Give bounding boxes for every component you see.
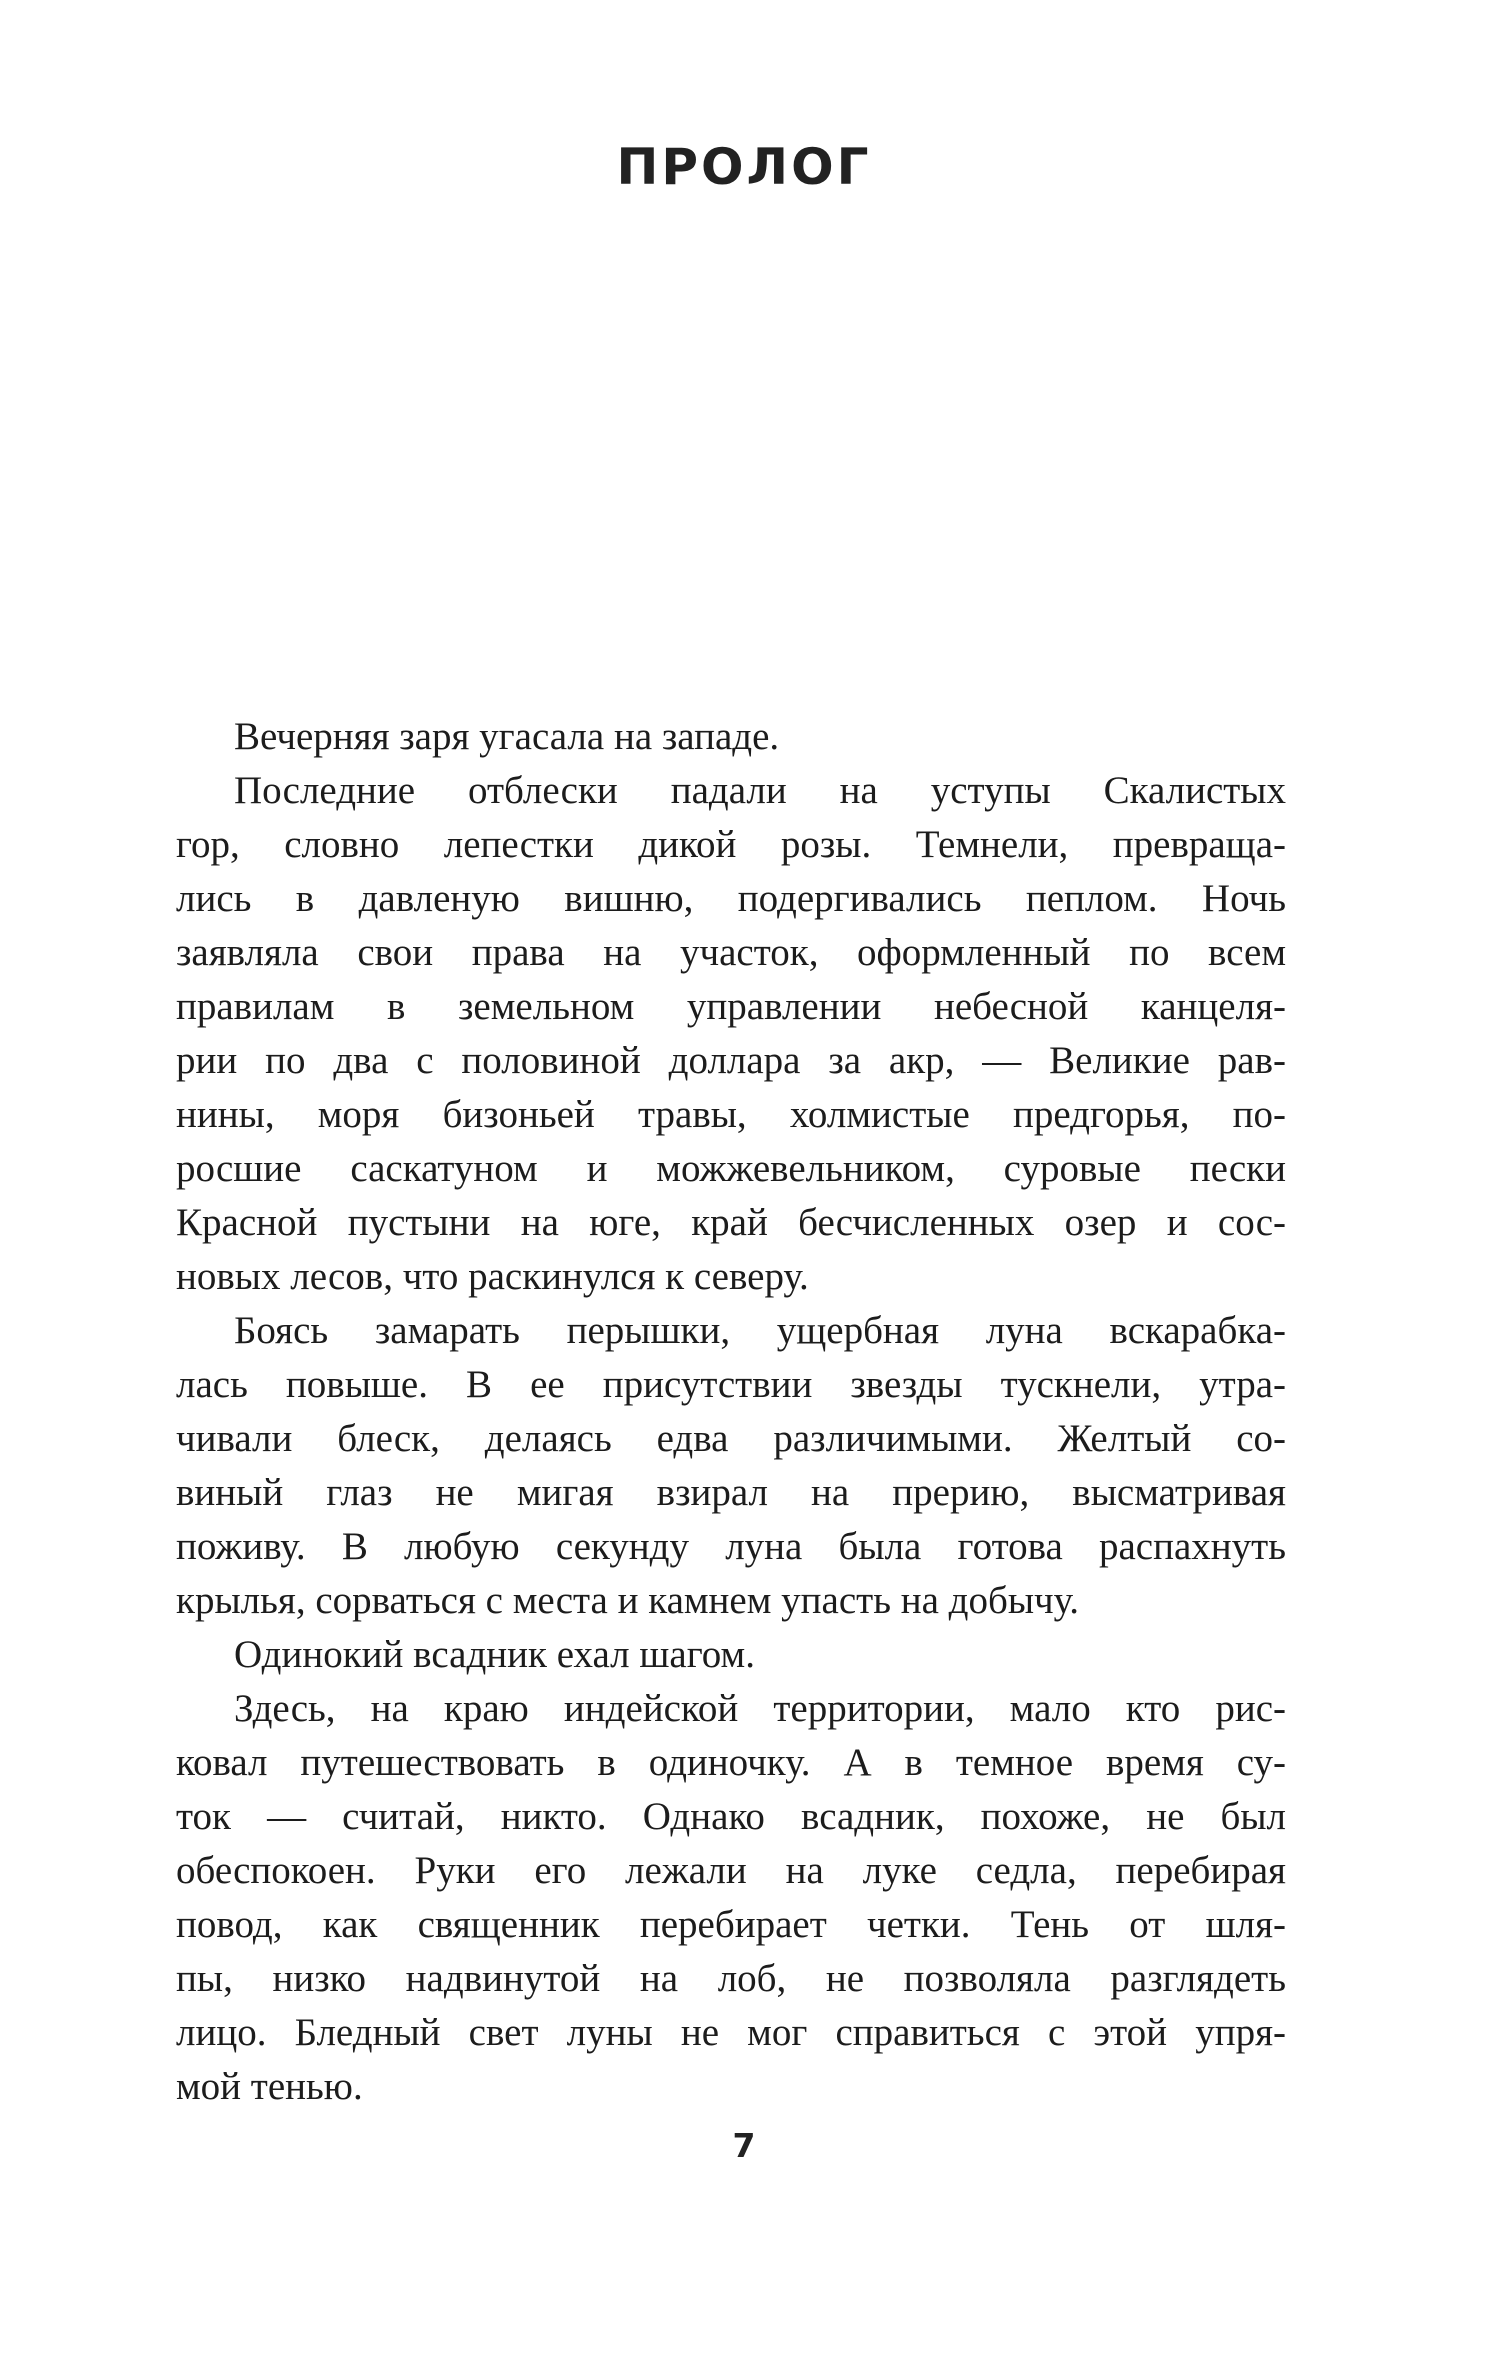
text-line: гор, словно лепестки дикой розы. Темнели, превраща- bbox=[176, 823, 1286, 866]
text-line: поживу. В любую секунду луна была готова распахнуть bbox=[176, 1525, 1286, 1568]
text-line: лась повыше. В ее присутствии звезды тускнели, утра- bbox=[176, 1363, 1286, 1406]
paragraph bbox=[176, 1628, 1286, 1682]
text-line: Одинокий всадник ехал шагом. bbox=[234, 1633, 755, 1676]
text-line: повод, как священник перебирает четки. Тень от шля- bbox=[176, 1903, 1286, 1946]
body-text bbox=[176, 710, 1286, 2114]
text-line: виный глаз не мигая взирал на прерию, высматривая bbox=[176, 1471, 1286, 1514]
text-line: Красной пустыни на юге, край бесчисленных озер и сос- bbox=[176, 1201, 1286, 1244]
text-line: пы, низко надвинутой на лоб, не позволяла разглядеть bbox=[176, 1957, 1286, 2000]
text-line: рии по два с половиной доллара за акр, — Великие рав- bbox=[176, 1039, 1286, 1082]
text-line: нины, моря бизоньей травы, холмистые предгорья, по- bbox=[176, 1093, 1286, 1136]
text-line: росшие саскатуном и можжевельником, суровые пески bbox=[176, 1147, 1286, 1190]
text-line: ковал путешествовать в одиночку. А в темное время су- bbox=[176, 1741, 1286, 1784]
text-line: чивали блеск, делаясь едва различимыми. Желтый со- bbox=[176, 1417, 1286, 1460]
text-line: правилам в земельном управлении небесной канцеля- bbox=[176, 985, 1286, 1028]
text-line: лись в давленую вишню, подергивались пеплом. Ночь bbox=[176, 877, 1286, 920]
paragraph bbox=[176, 1682, 1286, 2114]
chapter-title: ПРОЛОГ bbox=[616, 138, 872, 196]
text-line: обеспокоен. Руки его лежали на луке седла, перебирая bbox=[176, 1849, 1286, 1892]
text-line: Боясь замарать перышки, ущербная луна вскарабка- bbox=[234, 1309, 1286, 1352]
page-number: 7 bbox=[732, 2126, 756, 2165]
paragraph bbox=[176, 1304, 1286, 1628]
text-line: ток — считай, никто. Однако всадник, похоже, не был bbox=[176, 1795, 1286, 1838]
text-line: Здесь, на краю индейской территории, мало кто рис- bbox=[234, 1687, 1286, 1730]
text-line: лицо. Бледный свет луны не мог справиться с этой упря- bbox=[176, 2011, 1286, 2054]
text-line: заявляла свои права на участок, оформленный по всем bbox=[176, 931, 1286, 974]
paragraph bbox=[176, 710, 1286, 764]
text-line: мой тенью. bbox=[176, 2065, 363, 2108]
text-line: крылья, сорваться с места и камнем упасть на добычу. bbox=[176, 1579, 1080, 1622]
text-line: Вечерняя заря угасала на западе. bbox=[234, 715, 780, 758]
text-line: Последние отблески падали на уступы Скалистых bbox=[234, 769, 1286, 812]
paragraph bbox=[176, 764, 1286, 1304]
text-line: новых лесов, что раскинулся к северу. bbox=[176, 1255, 809, 1298]
